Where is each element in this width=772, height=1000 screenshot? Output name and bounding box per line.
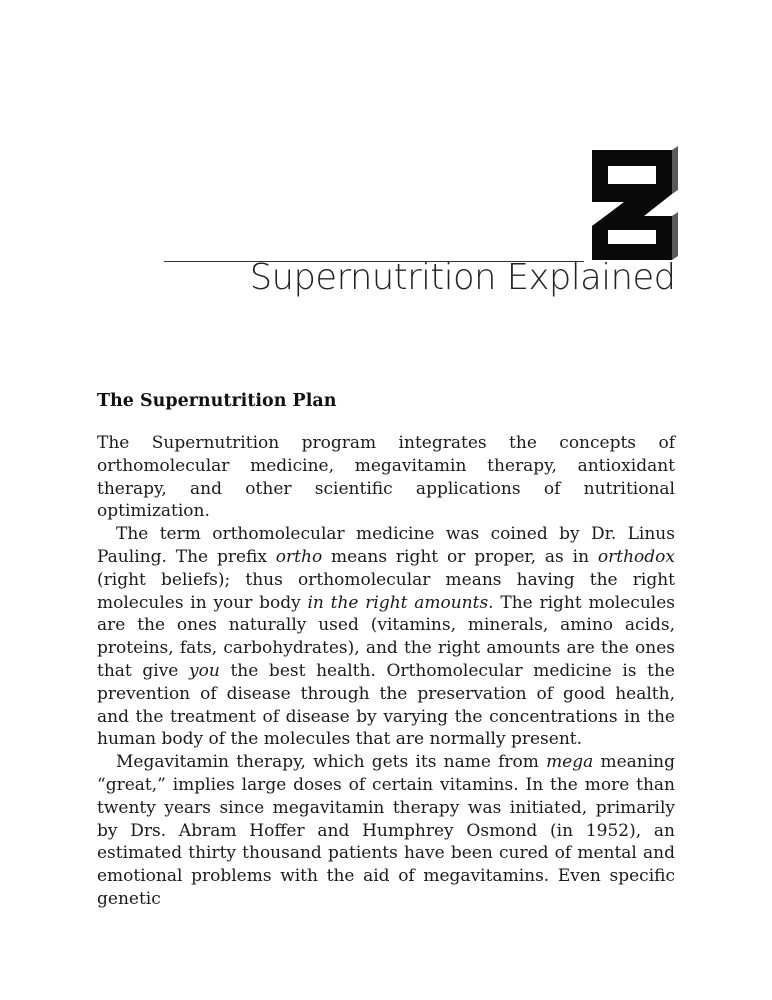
italic-in-the-right-amounts: in the right amounts. [307,592,494,613]
italic-mega: mega [546,752,594,773]
italic-orthodox: orthodox [597,546,675,567]
paragraph-2: The term orthomolecular medicine was coined by Dr. Linus Pauling. The prefix ortho means right or proper, as in orthodox (right beliefs); thus orthomolecular means having the right molecules in your body in the right amounts. The right molecules are the ones naturally used (vitamins, minerals, amino acids, proteins, fats, carbohydrates), and the right amounts are the ones that give you the best health. Orthomolecular medicine is the prevention of disease through the preservation of good health, and the treatment of disease by varying the concentrations in the human body of the molecules that are normally present. [97,524,675,750]
paragraph-3: Megavitamin therapy, which gets its name from mega meaning “great,” implies large doses of certain vitamins. In the more than twenty years since megavitamin therapy was initiated, primarily by Drs. Abram Hoffer and Humphrey Osmond (in 1952), an estimated thirty thousand patients have been cured of mental and emotional problems with the aid of megavitamins. Even specific genetic [97,752,675,909]
paragraph-1: The Supernutrition program integrates the concepts of orthomolecular medicine, megavitamin therapy, antioxidant therapy, and other scientific applications of nutritional optimization. [97,433,675,522]
italic-you: you [189,660,220,681]
body-text [97,432,675,911]
section-heading: The Supernutrition Plan [97,391,337,411]
chapter-title: Supernutrition Explained [250,257,676,298]
chapter-number-2-graphic [584,144,680,264]
italic-ortho: ortho [275,546,323,567]
